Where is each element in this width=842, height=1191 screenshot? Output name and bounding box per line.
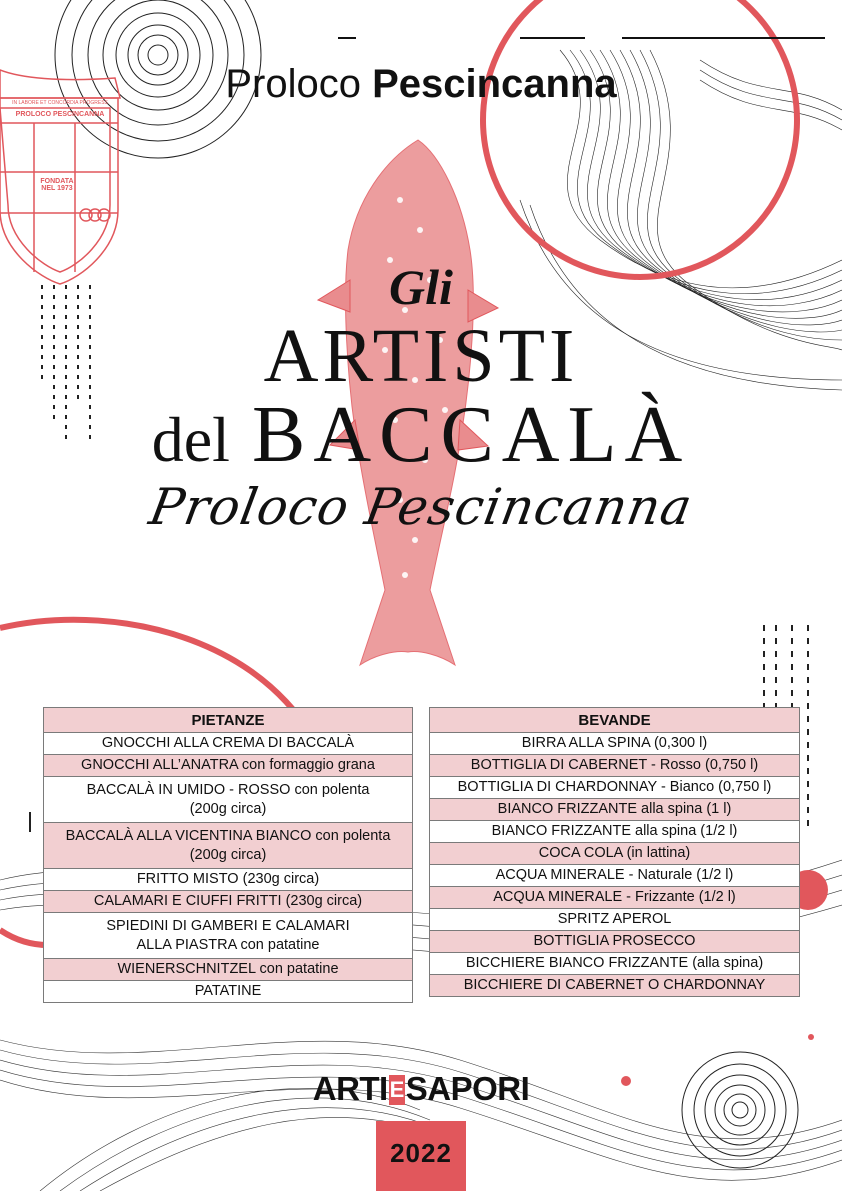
crest-name: PROLOCO PESCINCANNA [15, 111, 105, 118]
title-gli: Gli [389, 259, 453, 315]
food-item-line: ALLA PIASTRA con patatine [136, 936, 320, 953]
drink-row [430, 799, 800, 821]
food-row [44, 913, 413, 959]
food-item [44, 823, 413, 869]
food-row [44, 777, 413, 823]
drink-item: ACQUA MINERALE - Naturale (1/2 l) [430, 865, 800, 887]
food-item [44, 755, 413, 777]
food-item-line: (200g circa) [189, 846, 267, 863]
drink-row [430, 931, 800, 953]
year-label: 2022 [390, 1138, 452, 1168]
drink-item: BIANCO FRIZZANTE alla spina (1/2 l) [430, 821, 800, 843]
title-baccala: BACCALÀ [251, 391, 691, 479]
drink-row [430, 755, 800, 777]
food-row [44, 869, 413, 891]
title-del: del [151, 404, 230, 475]
food-row [44, 823, 413, 869]
food-item-line: GNOCCHI ALLA CREMA DI BACCALÀ [101, 735, 355, 751]
title-artisti: ARTISTI [263, 314, 579, 398]
drink-row [430, 777, 800, 799]
food-item-line: PATATINE [194, 983, 262, 999]
food-item-line: BACCALÀ IN UMIDO - ROSSO con polenta [86, 781, 370, 798]
food-item-line: FRITTO MISTO (230g circa) [136, 871, 320, 887]
drink-item: BICCHIERE DI CABERNET O CHARDONNAY [430, 975, 800, 997]
food-item [44, 869, 413, 891]
drink-item: COCA COLA (in lattina) [430, 843, 800, 865]
drink-item: BOTTIGLIA DI CABERNET - Rosso (0,750 l) [430, 755, 800, 777]
drink-row [430, 975, 800, 997]
food-row [44, 959, 413, 981]
drink-item: SPRITZ APEROL [430, 909, 800, 931]
drinks-table-header: BEVANDE [430, 708, 800, 733]
drink-item: BIANCO FRIZZANTE alla spina (1 l) [430, 799, 800, 821]
food-item [44, 913, 413, 959]
food-item [44, 733, 413, 755]
drinks-table [429, 707, 800, 997]
drink-rows [430, 733, 800, 997]
drink-row [430, 953, 800, 975]
header-org-light: Proloco [225, 62, 361, 106]
food-table [43, 707, 413, 1003]
food-row [44, 733, 413, 755]
arti-e-sapori-logo [0, 1070, 842, 1108]
title-baccala-line [0, 392, 842, 483]
food-item-line: GNOCCHI ALL’ANATRA con formaggio grana [81, 757, 375, 773]
drink-item: BIRRA ALLA SPINA (0,300 l) [430, 733, 800, 755]
drink-item: BOTTIGLIA PROSECCO [430, 931, 800, 953]
drink-row [430, 865, 800, 887]
drink-row [430, 843, 800, 865]
crest-founded: FONDATA NEL 1973 [40, 178, 74, 192]
crest-motto: IN LABORE ET CONCORDIA PROGRESS [12, 100, 108, 106]
logo-e: E [389, 1075, 405, 1105]
food-item-line: WIENERSCHNITZEL con patatine [117, 961, 339, 977]
food-row [44, 891, 413, 913]
header-org-bold: Pescincanna [372, 62, 617, 106]
drink-row [430, 887, 800, 909]
food-item-line: (200g circa) [189, 800, 267, 817]
drink-row [430, 909, 800, 931]
title-script: Proloco Pescincanna [145, 478, 697, 536]
food-rows [44, 733, 413, 1003]
food-table-header: PIETANZE [44, 708, 413, 733]
drink-item: ACQUA MINERALE - Frizzante (1/2 l) [430, 887, 800, 909]
drink-row [430, 733, 800, 755]
food-item [44, 959, 413, 981]
food-item-line: CALAMARI E CIUFFI FRITTI (230g circa) [93, 893, 363, 909]
drink-item: BICCHIERE BIANCO FRIZZANTE (alla spina) [430, 953, 800, 975]
logo-arti: ARTI [312, 1070, 388, 1107]
drink-item: BOTTIGLIA DI CHARDONNAY - Bianco (0,750 l) [430, 777, 800, 799]
food-item-line: SPIEDINI DI GAMBERI E CALAMARI [106, 917, 350, 934]
food-row [44, 981, 413, 1003]
food-row [44, 755, 413, 777]
logo-sapori: SAPORI [405, 1070, 530, 1107]
food-item-line: BACCALÀ ALLA VICENTINA BIANCO con polenta [65, 827, 391, 844]
food-item [44, 981, 413, 1003]
food-item [44, 777, 413, 823]
drink-row [430, 821, 800, 843]
food-item [44, 891, 413, 913]
header-title [0, 62, 842, 107]
